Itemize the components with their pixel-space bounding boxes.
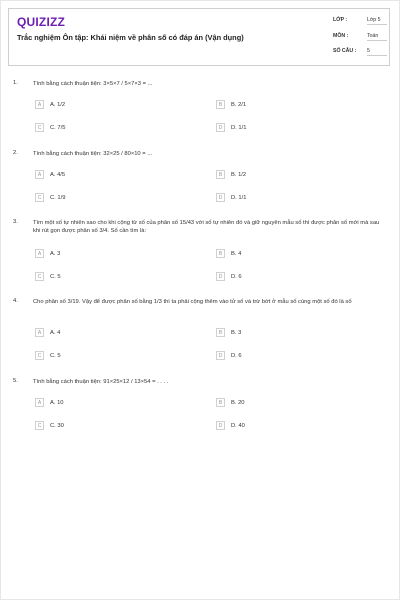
meta-value-count: 5 — [367, 48, 387, 56]
option-text: B. 20 — [231, 400, 245, 406]
meta-label-class: LỚP : — [333, 17, 348, 23]
option-text: B. 1/2 — [231, 172, 247, 178]
option-text: A. 10 — [50, 400, 64, 406]
option-letter-box: C — [35, 351, 44, 360]
option-letter-box: C — [35, 193, 44, 202]
option-letter-box: A — [35, 398, 44, 407]
option-letter-box: B — [216, 398, 225, 407]
option-letter-box: D — [216, 272, 225, 281]
question-text: Cho phân số 3/19. Vậy để được phân số bằng 1/3 thì ta phải cộng thêm vào tử số và trừ bớt ở mẫu số cùng một số đó là số — [33, 299, 352, 305]
option-letter-box: D — [216, 421, 225, 430]
quizizz-logo: QUIZIZZ — [17, 15, 66, 29]
option-text: C. 1/9 — [50, 195, 66, 201]
meta-value-class: Lớp 5 — [367, 17, 387, 25]
option-text: A. 1/2 — [50, 102, 66, 108]
question-number: 5. — [13, 378, 18, 384]
question-text: Tính bằng cách thuận tiện: 32×25 / 80×10 = ... — [33, 151, 153, 157]
meta-value-subject: Toán — [367, 33, 387, 41]
option-text: B. 2/1 — [231, 102, 247, 108]
option-letter-box: D — [216, 123, 225, 132]
question-text: Tính bằng cách thuận tiện: 3×5×7 / 5×7×3 = ... — [33, 81, 153, 87]
question-number: 2. — [13, 150, 18, 156]
meta-label-count: SỐ CÂU : — [333, 48, 357, 54]
option-letter-box: A — [35, 249, 44, 258]
option-text: D. 1/1 — [231, 125, 247, 131]
option-text: D. 40 — [231, 423, 245, 429]
option-text: B. 4 — [231, 251, 242, 257]
option-letter-box: D — [216, 351, 225, 360]
page-title: Trắc nghiệm Ôn tập: Khái niệm về phân số có đáp án (Vận dụng) — [17, 33, 244, 42]
question-number: 4. — [13, 298, 18, 304]
option-letter-box: A — [35, 100, 44, 109]
meta-label-subject: MÔN : — [333, 33, 349, 39]
option-letter-box: A — [35, 170, 44, 179]
option-letter-box: B — [216, 100, 225, 109]
option-text: C. 5 — [50, 274, 61, 280]
question-number: 3. — [13, 219, 18, 225]
option-text: A. 4/5 — [50, 172, 66, 178]
option-text: C. 30 — [50, 423, 64, 429]
option-letter-box: B — [216, 249, 225, 258]
option-letter-box: C — [35, 272, 44, 281]
question-text: Tính bằng cách thuận tiện: 91×25×12 / 13×54 = . . . . — [33, 379, 169, 385]
option-text: C. 5 — [50, 353, 61, 359]
option-text: C. 7/5 — [50, 125, 66, 131]
option-letter-box: C — [35, 123, 44, 132]
option-text: D. 1/1 — [231, 195, 247, 201]
option-text: D. 6 — [231, 353, 242, 359]
question-text: Tìm một số tự nhiên sao cho khi cộng từ số của phân số 15/43 với số tự nhiên đó và giữ nguyên mẫu số thì được phân số mới mà sau khi rút gọn được phân số 3/4. Số cần tìm là: — [33, 220, 380, 234]
option-letter-box: D — [216, 193, 225, 202]
option-text: B. 3 — [231, 330, 242, 336]
option-text: D. 6 — [231, 274, 242, 280]
option-letter-box: C — [35, 421, 44, 430]
option-letter-box: B — [216, 328, 225, 337]
worksheet-header — [8, 8, 390, 66]
option-letter-box: A — [35, 328, 44, 337]
option-text: A. 4 — [50, 330, 61, 336]
option-letter-box: B — [216, 170, 225, 179]
question-number: 1. — [13, 80, 18, 86]
option-text: A. 3 — [50, 251, 61, 257]
